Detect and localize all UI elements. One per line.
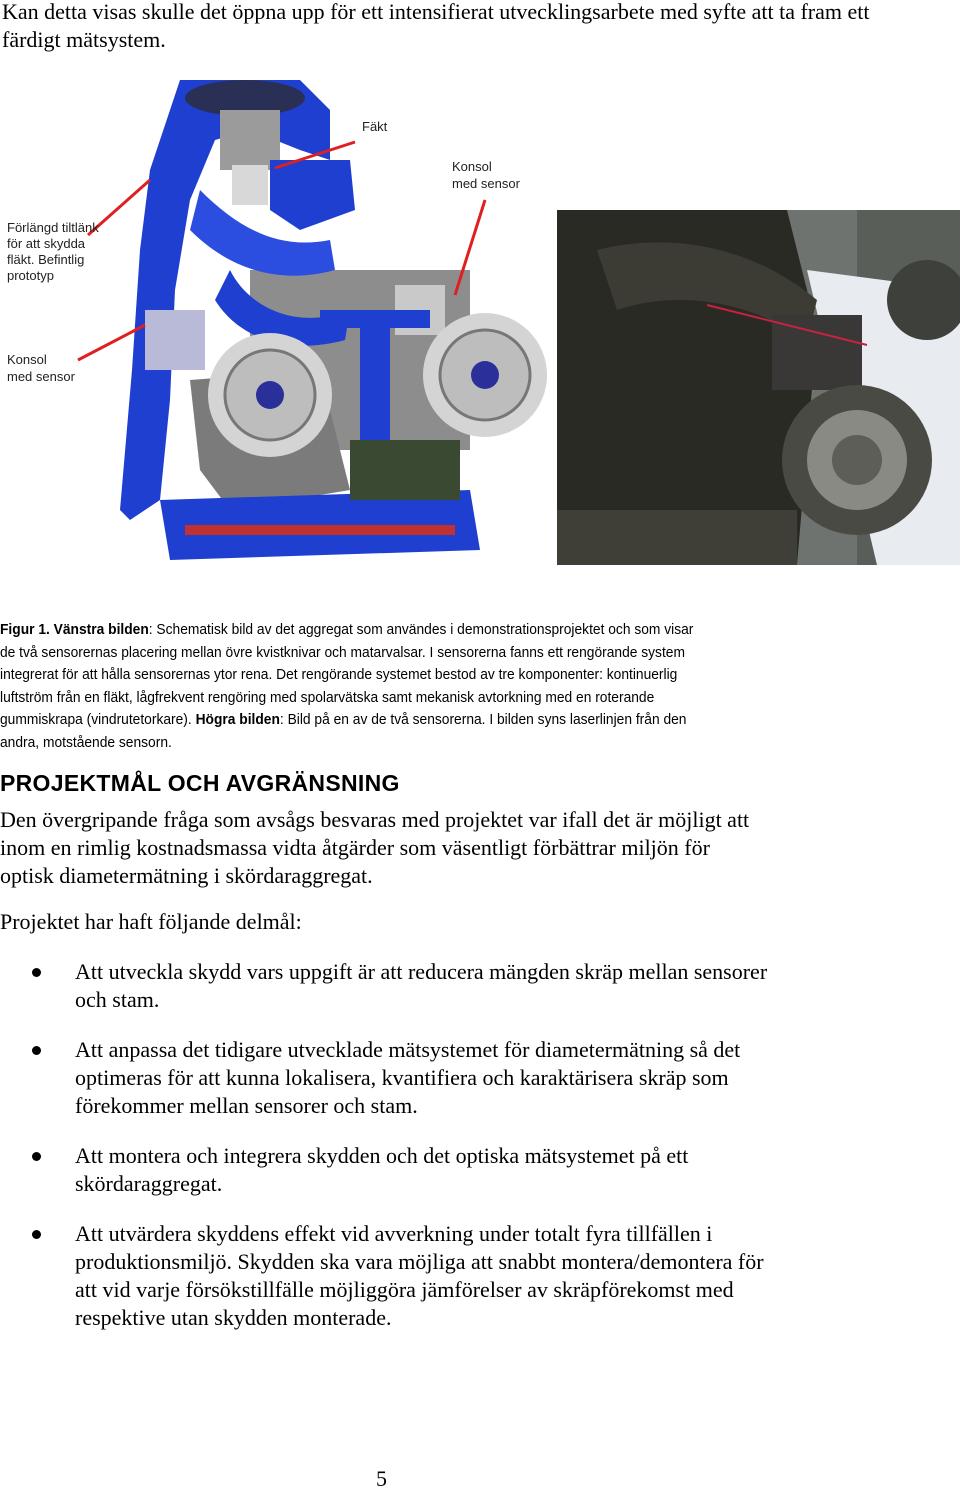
figure-caption	[0, 619, 699, 754]
bullet-text: Att utveckla skydd vars uppgift är att reducera mängden skräp mellan sensorer och stam.	[75, 959, 768, 1012]
bullet-text: Att anpassa det tidigare utvecklade mätsystemet för diametermätning så det optimeras för att kunna lokalisera, kvantifiera och karaktärisera skräp som förekommer mellan sensorer och stam.	[75, 1037, 741, 1118]
label-konsol-top-2: med sensor	[452, 176, 520, 191]
body-paragraph: Den övergripande fråga som avsågs besvaras med projektet var ifall det är möjligt att inom en rimlig kostnadsmassa vidta åtgärder som väsentligt förbättrar miljön för optisk diametermätning i skördaraggregat.	[0, 807, 750, 888]
label-konsol-left-1: Konsol	[7, 352, 47, 367]
section-heading: PROJEKTMÅL OCH AVGRÄNSNING	[0, 770, 400, 796]
intro-paragraph: Kan detta visas skulle det öppna upp för ett intensifierat utvecklingsarbete med syfte att ta fram ett färdigt mätsystem.	[2, 0, 870, 52]
bullet-text: Att montera och integrera skydden och det optiska mätsystemet på ett skördaraggregat.	[75, 1143, 689, 1196]
caption-left-title: Vänstra bilden	[53, 621, 149, 638]
list-item	[0, 1220, 780, 1332]
bullet-icon	[32, 1230, 41, 1239]
caption-fig-label: Figur 1.	[0, 621, 50, 638]
list-item	[0, 958, 780, 1014]
label-forlangd-1: Förlängd tiltlänk	[7, 220, 99, 235]
caption-right-text: : Bild på en av de två sensorerna. I bilden syns laserlinjen från den andra, motstående sensorn.	[0, 711, 687, 751]
label-forlangd-2: för att skydda	[7, 236, 86, 251]
sensor-photo-figure	[557, 210, 960, 565]
bullet-icon	[32, 1152, 41, 1161]
bullet-icon	[32, 968, 41, 977]
harvester-schematic-figure	[0, 70, 560, 580]
subgoal-list	[0, 958, 780, 1354]
bullet-text: Att utvärdera skyddens effekt vid avverkning under totalt fyra tillfällen i produktionsmiljö. Skydden ska vara möjliga att snabbt montera/demontera för att vid varje försökstillfälle möjliggöra jämförelser av skräpförekomst med respektive utan skydden monterade.	[75, 1221, 764, 1330]
caption-left-text: : Schematisk bild av det aggregat som användes i demonstrationsprojektet och som visar de två sensorernas placering mellan övre kvistknivar och matarvalsar. I sensorerna fanns ett rengörande system integrerat för att hålla sensorernas ytor rena. Det rengörande systemet bestod av tre komponenter: kontinuerlig luftström från en fläkt, lågfrekvent rengöring med spolarvätska samt mekanisk avtorkning med en roterande gummiskrapa (vindrutetorkare).	[0, 621, 694, 728]
list-item	[0, 1036, 780, 1120]
list-item	[0, 1142, 780, 1198]
label-forlangd-4: prototyp	[7, 268, 54, 283]
label-konsol-top-1: Konsol	[452, 159, 492, 174]
caption-right-title: Högra bilden	[195, 711, 280, 728]
bullet-icon	[32, 1046, 41, 1055]
label-fakt: Fäkt	[362, 119, 388, 134]
label-forlangd-3: fläkt. Befintlig	[7, 252, 85, 267]
subgoals-intro: Projektet har haft följande delmål:	[0, 909, 302, 934]
page-number: 5	[376, 1466, 387, 1491]
label-konsol-left-2: med sensor	[7, 369, 75, 384]
